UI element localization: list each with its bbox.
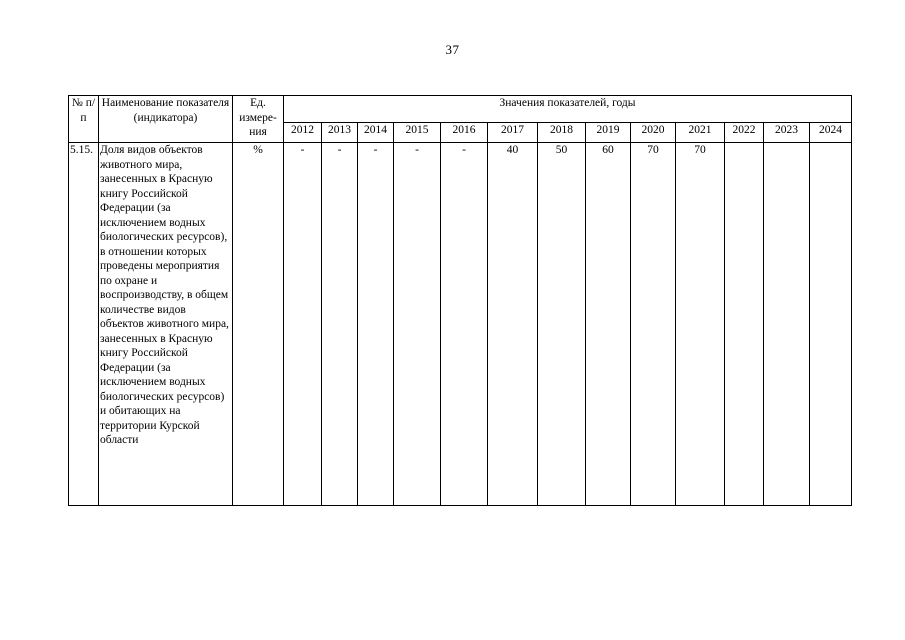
value-cell: - (394, 143, 441, 506)
header-year: 2023 (764, 123, 810, 143)
header-year: 2012 (284, 123, 322, 143)
indicators-table (68, 95, 852, 506)
header-year: 2021 (676, 123, 725, 143)
value-cell: 40 (488, 143, 538, 506)
header-year: 2019 (586, 123, 631, 143)
header-number: № п/п (69, 96, 99, 143)
value-cell (810, 143, 852, 506)
header-year: 2018 (538, 123, 586, 143)
header-year: 2014 (358, 123, 394, 143)
value-cell: 70 (676, 143, 725, 506)
value-cell: - (322, 143, 358, 506)
header-year: 2024 (810, 123, 852, 143)
table-row (69, 143, 852, 506)
row-unit: % (233, 143, 284, 506)
row-number: 5.15. (69, 143, 99, 506)
header-year: 2016 (441, 123, 488, 143)
header-row (69, 96, 852, 123)
value-cell: - (284, 143, 322, 506)
value-cell (725, 143, 764, 506)
header-unit: Ед. измере-ния (233, 96, 284, 143)
header-year: 2022 (725, 123, 764, 143)
value-cell: - (358, 143, 394, 506)
row-indicator-name: Доля видов объектов животного мира, занесенных в Красную книгу Российской Федерации (за исключением водных биологических ресурсов), в отношении которых проведены мероприятия по охране и воспроизводству, в общем количестве видов объектов животного мира, занесенных в Красную книгу Российской Федерации (за исключением водных биологических ресурсов) и обитающих на территории Курской области (99, 143, 233, 506)
header-indicator-name: Наименование показателя (индикатора) (99, 96, 233, 143)
value-cell (764, 143, 810, 506)
header-values-years: Значения показателей, годы (284, 96, 852, 123)
value-cell: - (441, 143, 488, 506)
value-cell: 70 (631, 143, 676, 506)
value-cell: 50 (538, 143, 586, 506)
header-year: 2015 (394, 123, 441, 143)
value-cell: 60 (586, 143, 631, 506)
header-year: 2017 (488, 123, 538, 143)
header-year: 2013 (322, 123, 358, 143)
page-number: 37 (445, 42, 460, 57)
header-year: 2020 (631, 123, 676, 143)
